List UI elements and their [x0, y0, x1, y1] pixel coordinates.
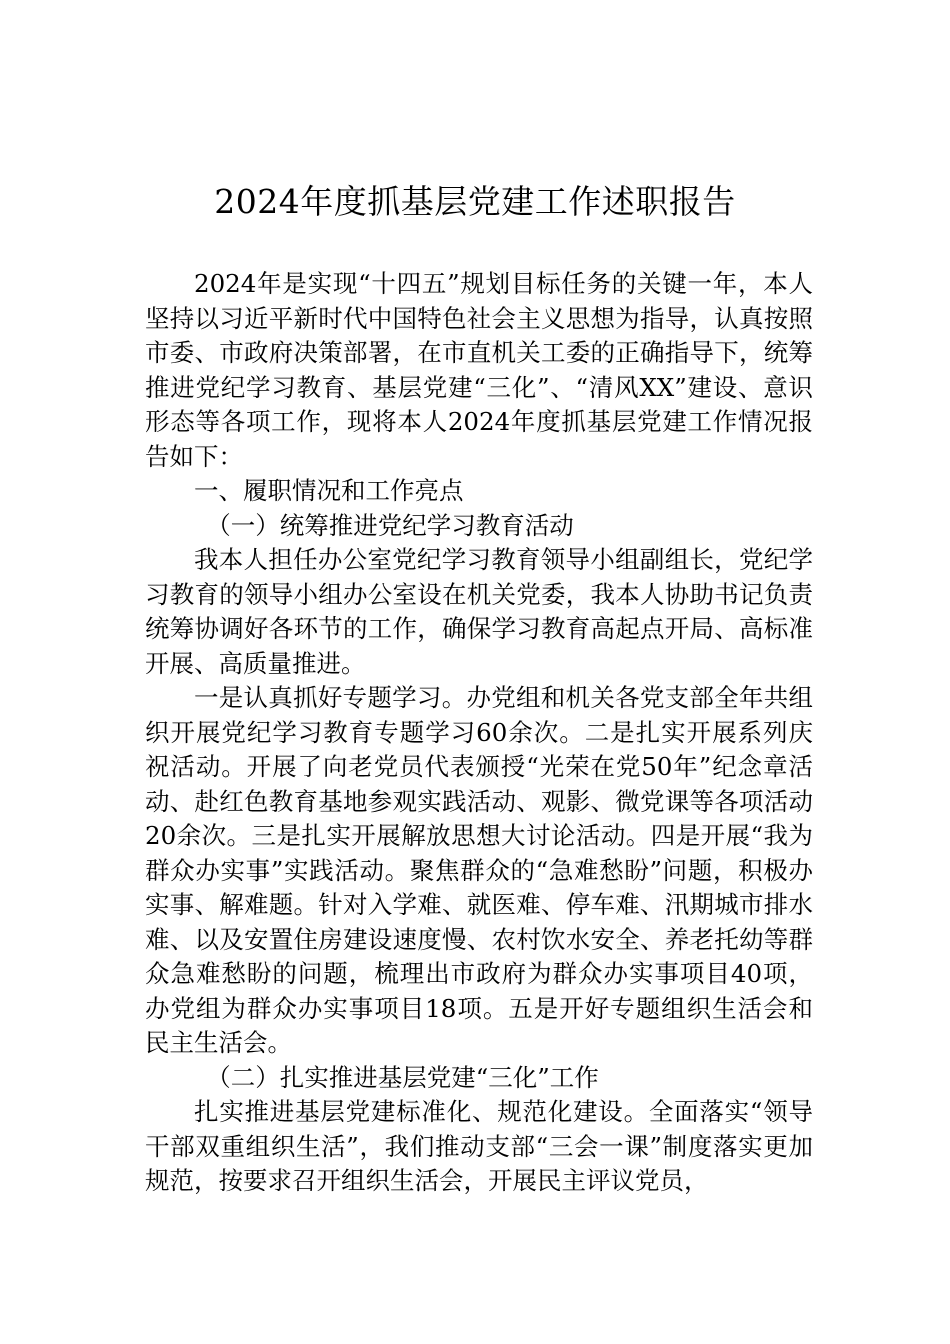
body-paragraph: 扎实推进基层党建标准化、规范化建设。全面落实“领导干部双重组织生活”，我们推动支部“三会一课”制度落实更加规范，按要求召开组织生活会，开展民主评议党员，	[145, 1097, 813, 1195]
body-paragraph: 一是认真抓好专题学习。办党组和机关各党支部全年共组织开展党纪学习教育专题学习60余次。二是扎实开展系列庆祝活动。开展了向老党员代表颁授“光荣在党50年”纪念章活动、赴红色教育基地参观实践活动、观影、微党课等各项活动20余次。三是扎实开展解放思想大讨论活动。四是开展“我为群众办实事”实践活动。聚焦群众的“急难愁盼”问题，积极办实事、解难题。针对入学难、就医难、停车难、汛期城市排水难、以及安置住房建设速度慢、农村饮水安全、养老托幼等群众急难愁盼的问题，梳理出市政府为群众办实事项目40项，办党组为群众办实事项目18项。五是开好专题组织生活会和民主生活会。	[145, 683, 813, 1057]
body-paragraph: 我本人担任办公室党纪学习教育领导小组副组长，党纪学习教育的领导小组办公室设在机关党委，我本人协助书记负责统筹协调好各环节的工作，确保学习教育高起点开局、高标准开展、高质量推进。	[145, 545, 813, 678]
section-heading: 一、履职情况和工作亮点	[194, 476, 464, 505]
intro-paragraph: 2024年是实现“十四五”规划目标任务的关键一年，本人坚持以习近平新时代中国特色社会主义思想为指导，认真按照市委、市政府决策部署，在市直机关工委的正确指导下，统筹推进党纪学习教育、基层党建“三化”、“清风XX”建设、意识形态等各项工作，现将本人2024年度抓基层党建工作情况报告如下：	[145, 269, 813, 471]
document-title: 2024年度抓基层党建工作述职报告	[214, 182, 736, 221]
subsection-heading: （一）统筹推进党纪学习教育活动	[206, 510, 574, 540]
subsection-heading: （二）扎实推进基层党建“三化”工作	[206, 1062, 599, 1092]
document-body	[145, 267, 813, 1199]
